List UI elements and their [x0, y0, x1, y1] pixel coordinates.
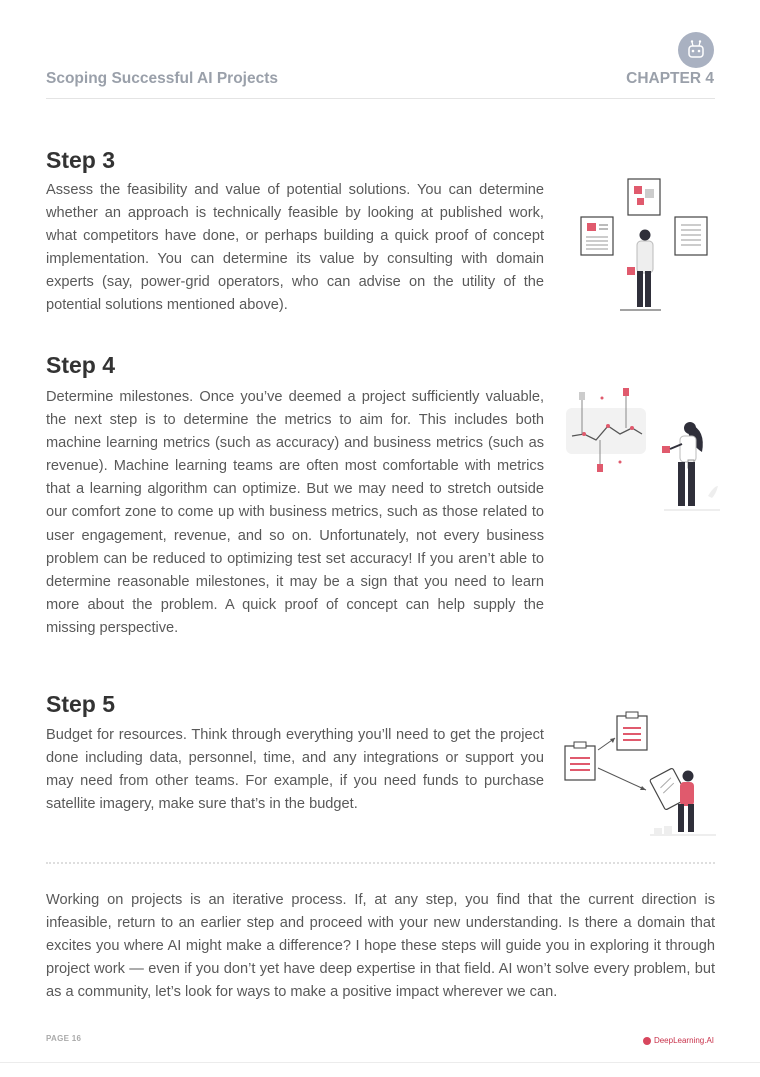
metrics-chart-person-illustration — [562, 384, 722, 519]
header-divider — [46, 98, 715, 99]
step-4-body: Determine milestones. Once you’ve deemed a project sufficiently valuable, the next step is to determine the metrics to aim for. This includes both machine learning metrics (such as accuracy) and business metrics (such as revenue). Machine learning teams are often most comfortable with metrics that a learning algorithm can optimize. But we may need to stretch outside our comfort zone to come up with business metrics, such as those related to user engagement, revenue, and so on. Unfortunately, not every business problem can be reduced to optimizing test set accuracy! If you aren’t able to determine reasonable milestones, it may be a sign that you need to learn more about the problem. A quick proof of concept can help supply the missing perspective. — [46, 389, 544, 636]
section-divider — [46, 862, 715, 864]
chapter-label: CHAPTER 4 — [626, 70, 714, 87]
brand-logo-icon — [643, 1037, 651, 1045]
budget-resources-illustration — [560, 710, 720, 840]
step-4-heading: Step 4 — [46, 352, 116, 378]
step-5-heading: Step 5 — [46, 691, 116, 717]
step-3-body: Assess the feasibility and value of potential solutions. You can determine whether an approach is technically feasible by looking at published work, what competitors have done, or perhaps building a quick proof of concept implementation. You can determine its value by consulting with domain experts (say, power-grid operators, who can advise on the utility of the potential solutions mentioned above). — [46, 182, 544, 314]
brand-logo — [643, 1036, 714, 1045]
step-3-heading: Step 3 — [46, 147, 116, 173]
documents-person-illustration — [575, 175, 715, 315]
robot-icon — [678, 32, 714, 68]
closing-paragraph: Working on projects is an iterative process. If, at any step, you find that the current direction is infeasible, return to an earlier step and proceed with your new understanding. Is there a domain that excites you where AI might make a difference? I hope these steps will guide you in exploring it through project work — even if you don’t yet have deep expertise in that field. AI won’t solve every problem, but as a community, let’s look for ways to make a positive impact wherever we can. — [46, 892, 715, 1001]
page-number: PAGE 16 — [46, 1034, 82, 1043]
page-bottom-edge — [0, 1062, 760, 1063]
brand-name: DeepLearning.AI — [653, 1036, 714, 1045]
step-5-body: Budget for resources. Think through everything you’ll need to get the project done including data, personnel, time, and any integrations or support you may need from other teams. For example, if you need funds to purchase satellite imagery, make sure that’s in the budget. — [46, 727, 544, 813]
running-header-title: Scoping Successful AI Projects — [46, 70, 278, 87]
